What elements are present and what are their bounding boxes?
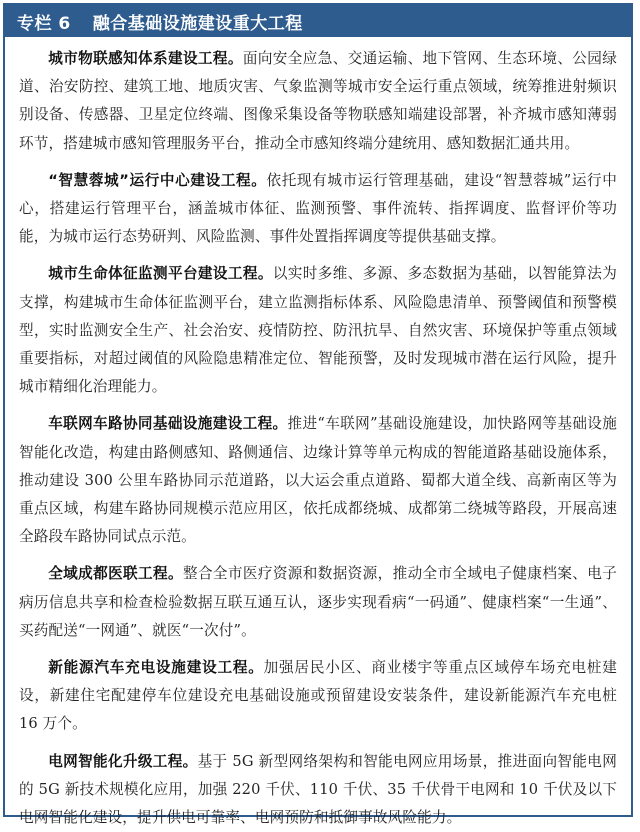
- project-heading: “智慧蓉城”运行中心建设工程。: [48, 171, 267, 189]
- project-description: 加强居民小区、商业楼宇等重点区域停车场充电桩建设，新建住宅配建停车位建设充电基础设施或预留建设安装条件，建设新能源汽车充电桩 16 万个。: [19, 659, 617, 733]
- project-description: 面向安全应急、交通运输、地下管网、生态环境、公园绿道、治安防控、建筑工地、地质灾害、气象监测等城市安全运行重点领域，统筹推进射频识别设备、传感器、卫星定位终端、图像采集设备等物联感知端建设部署，补齐城市感知薄弱环节，搭建城市感知管理服务平台，推动全市感知终端分建统用、感知数据汇通共用。: [19, 50, 617, 152]
- project-heading: 电网智能化升级工程。: [48, 752, 198, 770]
- project-paragraph-medical: [19, 560, 617, 645]
- project-paragraph-smart-grid: [19, 748, 617, 832]
- column-box: [3, 3, 633, 827]
- column-number: 专栏 6: [17, 13, 71, 34]
- project-description: 基于 5G 新型网络架构和智能电网应用场景，推进面向智能电网的 5G 新技术规模化应用，加强 220 千伏、110 千伏、35 千伏骨干电网和 10 千伏及以下电网智能化建设，提升供电可靠率、电网预防和抵御事故风险能力。: [19, 752, 617, 827]
- project-paragraph-ev-charging: [19, 654, 617, 739]
- project-heading: 城市物联感知体系建设工程。: [48, 50, 243, 67]
- project-heading: 全域成都医联工程。: [48, 565, 183, 583]
- project-paragraph-smart-city-center: [19, 167, 617, 252]
- project-description: 推进“车联网”基础设施建设，加快路网等基础设施智能化改造，构建由路侧感知、路侧通信、边缘计算等单元构成的智能道路基础设施体系，推动建设 300 公里车路协同示范道路，以大运会重点道路、蜀都大道全线、高新南区等为重点区域，构建车路协同规模示范应用区，依托成都绕城、成都第二绕城等路段，开展高速全路段车路协同试点示范。: [19, 415, 617, 546]
- column-content: [5, 37, 631, 832]
- column-header: [5, 5, 631, 37]
- project-description: 依托现有城市运行管理基础，建设“智慧蓉城”运行中心，搭建运行管理平台，涵盖城市体征、监测预警、事件流转、指挥调度、监督评价等功能，为城市运行态势研判、风险监测、事件处置指挥调度等提供基础支撑。: [19, 171, 618, 246]
- project-heading: 新能源汽车充电设施建设工程。: [48, 659, 264, 677]
- project-heading: 城市生命体征监测平台建设工程。: [48, 265, 273, 283]
- project-paragraph-vehicle-road: [19, 410, 617, 551]
- column-title: 融合基础设施建设重大工程: [92, 13, 303, 34]
- project-description: 整合全市医疗资源和数据资源，推动全市全域电子健康档案、电子病历信息共享和检查检验数据互联互通互认，逐步实现看病“一码通”、健康档案“一生通”、买药配送“一网通”、就医“一次付”。: [19, 565, 617, 639]
- project-paragraph-iot-sensing: [19, 45, 617, 158]
- project-heading: 车联网车路协同基础设施建设工程。: [48, 415, 288, 433]
- project-paragraph-vital-signs-platform: [19, 260, 617, 401]
- project-description: 以实时多维、多源、多态数据为基础，以智能算法为支撑，构建城市生命体征监测平台，建立监测指标体系、风险隐患清单、预警阈值和预警模型，实时监测安全生产、社会治安、疫情防控、防汛抗旱、自然灾害、环境保护等重点领域重要指标，对超过阈值的风险隐患精准定位、智能预警，及时发现城市潜在运行风险，提升城市精细化治理能力。: [19, 265, 617, 396]
